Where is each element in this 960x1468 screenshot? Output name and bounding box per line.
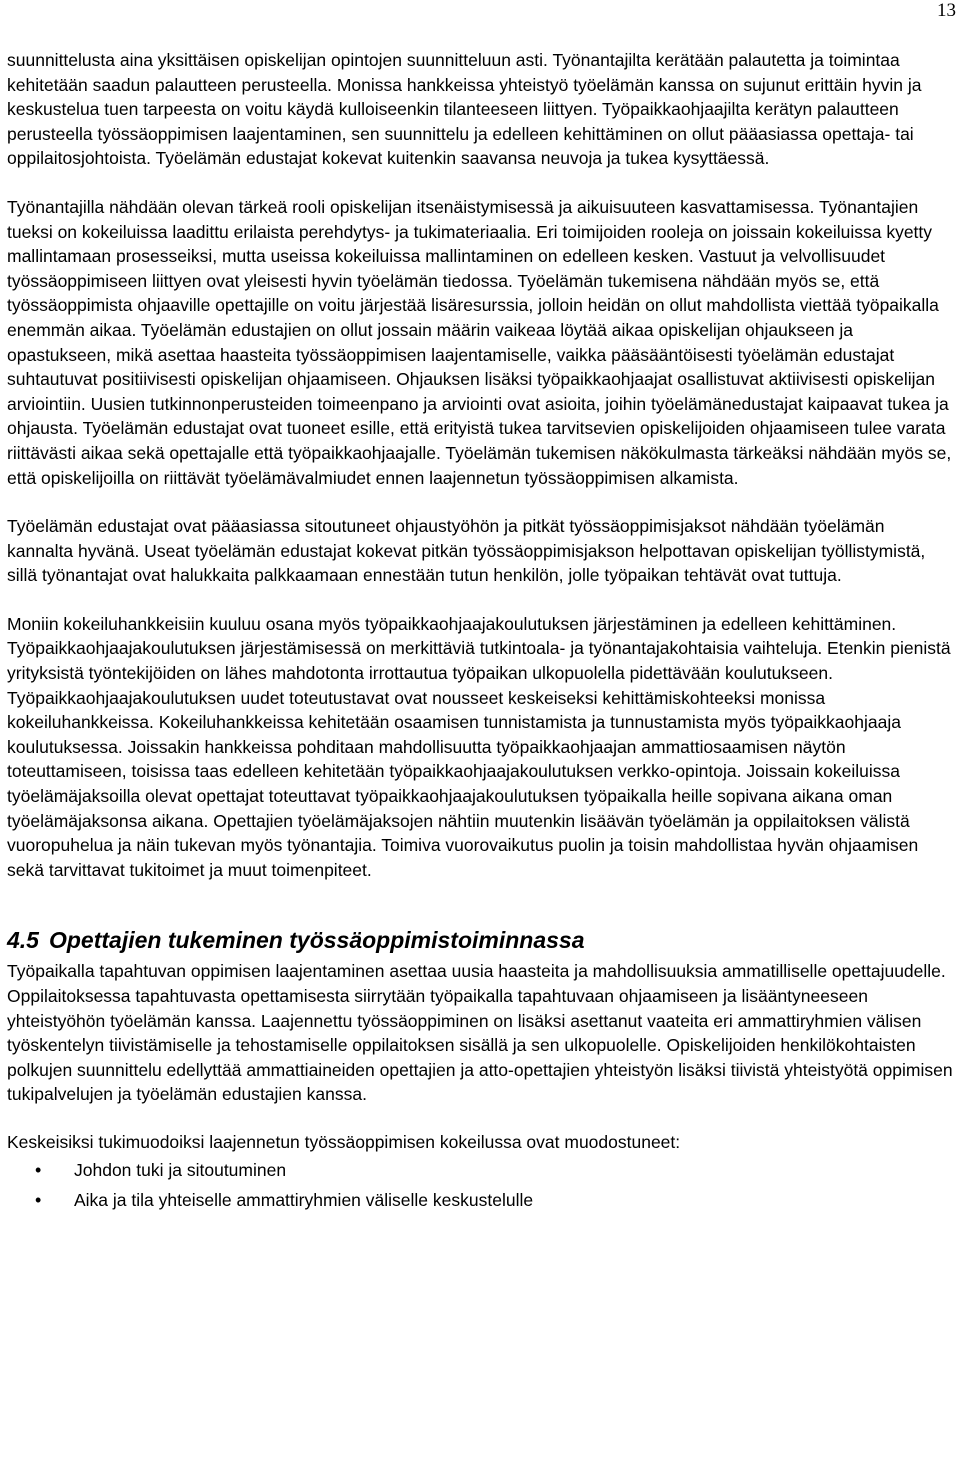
section-paragraph-2: Keskeisiksi tukimuodoiksi laajennetun työssäoppimisen kokeilussa ovat muodostuneet: [7, 1131, 681, 1152]
bullet-icon: • [35, 1159, 42, 1180]
bullet-list [7, 1155, 955, 1215]
section-paragraph-1: Työpaikalla tapahtuvan oppimisen laajentaminen asettaa uusia haasteita ja mahdollisuuksia ammatilliselle opettajuudelle. Oppilaitoksessa tapahtuvasta opettamisesta siirrytään työpaikalla tapahtuvaan ohjaamiseen ja lisääntyneeseen yhteistyöhön työelämän kanssa. Laajennettu työssäoppiminen on lisäksi asettanut vaateita eri ammattiryhmien välisen työskentelyn tiivistämiselle ja tehostamiselle oppilaitoksen sisällä ja sen ulkopuolelle. Opiskelijoiden henkilökohtaisten polkujen suunnittelu edellyttää ammattiaineiden opettajien ja atto-opettajien yhteistyön lisäksi tiivistä yhteistyötä oppimisen tukipalvelujen ja työelämän edustajien kanssa. [7, 961, 953, 1105]
list-item-text: Aika ja tila yhteiselle ammattiryhmien väliselle keskustelulle [74, 1189, 534, 1210]
bullet-icon: • [35, 1189, 42, 1210]
list-item [7, 1155, 955, 1185]
page-number: 13 [937, 0, 956, 21]
section-title: Opettajien tukeminen työssäoppimistoiminnassa [48, 927, 585, 954]
list-item-text: Johdon tuki ja sitoutuminen [74, 1159, 287, 1180]
section-number: 4.5 [7, 927, 39, 954]
list-item [7, 1185, 955, 1215]
document-body [7, 48, 955, 1215]
paragraph-1: suunnittelusta aina yksittäisen opiskelijan opintojen suunnitteluun asti. Työnantajilta kerätään palautetta ja toimintaa kehitetään saadun palautteen perusteella. Monissa hankkeissa yhteistyö työelämän kanssa on sujunut erittäin hyvin ja keskustelua tuen tarpeesta on voitu käydä kulloiseenkin tilanteeseen liittyen. Työpaikkaohjaajilta kerätyn palautteen perusteella työssäoppimisen laajentaminen, sen suunnittelu ja edelleen kehittäminen on ollut pääasiassa opettaja- tai oppilaitosjohtoista. Työelämän edustajat kokevat kuitenkin saavansa neuvoja ja tukea kysyttäessä. [7, 50, 922, 169]
section-heading [7, 925, 955, 955]
paragraph-4: Moniin kokeiluhankkeisiin kuuluu osana myös työpaikkaohjaajakoulutuksen järjestäminen ja edelleen kehittäminen. Työpaikkaohjaajakoulutuksen järjestämisessä on merkittäviä tutkintoala- ja työnantajakohtaisia vaihteluja. Etenkin pienistä yrityksistä työntekijöiden on lähes mahdotonta irrottautua työpaikan ulkopuolella pidettävään koulutukseen. Työpaikkaohjaajakoulutuksen uudet toteutustavat ovat nousseet keskeiseksi kehittämiskohteeksi monissa kokeiluhankkeissa. Kokeiluhankkeissa kehitetään osaamisen tunnistamista ja tunnustamista myös työpaikkaohjaaja koulutuksessa. Joissakin hankkeissa pohditaan mahdollisuutta työpaikkaohjaajan ammattiosaamisen näytön toteuttamiseen, toisissa taas edelleen kehitetään työpaikkaohjaajakoulutuksen verkko-opintoja. Joissain kokeiluissa työelämäjaksoilla olevat opettajat toteuttavat työpaikkaohjaajakoulutuksen työpaikalla heille sopivana aikana oman työelämäjaksonsa aikana. Opettajien työelämäjaksojen nähtiin muutenkin lisäävän työelämän ja oppilaitoksen välistä vuoropuhelua ja näin tukevan myös työnantajia. Toimiva vuorovaikutus puolin ja toisin mahdollistaa hyvän ohjaamisen sekä tarvittavat tukitoimet ja muut toimenpiteet. [7, 613, 951, 880]
paragraph-3: Työelämän edustajat ovat pääasiassa sitoutuneet ohjaustyöhön ja pitkät työssäoppimisjaksot nähdään työelämän kannalta hyvänä. Useat työelämän edustajat kokevat pitkän työssäoppimisjakson helpottavan opiskelijan työllistymistä, sillä työnantajat ovat halukkaita palkkaamaan ennestään tutun henkilön, jolle työpaikan tehtävät ovat tuttuja. [7, 516, 926, 586]
paragraph-2: Työnantajilla nähdään olevan tärkeä rooli opiskelijan itsenäistymisessä ja aikuisuuteen kasvattamisessa. Työnantajien tueksi on kokeiluissa laadittu erilaista perehdytys- ja tukimateriaalia. Eri toimijoiden rooleja on joissain kokeiluissa kyetty mallintamaan prosesseiksi, mutta useissa kokeiluissa mallintaminen on edelleen kesken. Vastuut ja velvollisuudet työssäoppimiseen liittyen ovat yleisesti hyvin työelämän tiedossa. Työelämän tukemisena nähdään myös se, että työssäoppimista ohjaaville opettajille on voitu järjestää lisäresurssia, jolloin heidän on ollut mahdollista viettää työpaikalla enemmän aikaa. Työelämän edustajien on ollut jossain määrin vaikeaa löytää aikaa opiskelijan ohjaukseen ja opastukseen, mikä asettaa haasteita työssäoppimisen laajentamiselle, vaikka pääsääntöisesti työelämän edustajat suhtautuvat positiivisesti opiskelijan ohjaamiseen. Ohjauksen lisäksi työpaikkaohjaajat osallistuvat aktiivisesti opiskelijan arviointiin. Uusien tutkinnonperusteiden toimeenpano ja arviointi ovat asioita, joihin työelämänedustajat kaipaavat tukea ja ohjausta. Työelämän edustajat ovat tuoneet esille, että erityistä tukea tarvitsevien opiskelijoiden ohjaamiseen tulee varata riittävästi aikaa sekä opettajalle että työpaikkaohjaajalle. Työelämän tukemisen näkökulmasta tärkeäksi nähdään myös se, että opiskelijoilla on riittävät työelämävalmiudet ennen laajennetun työssäoppimisen alkamista. [7, 196, 952, 488]
